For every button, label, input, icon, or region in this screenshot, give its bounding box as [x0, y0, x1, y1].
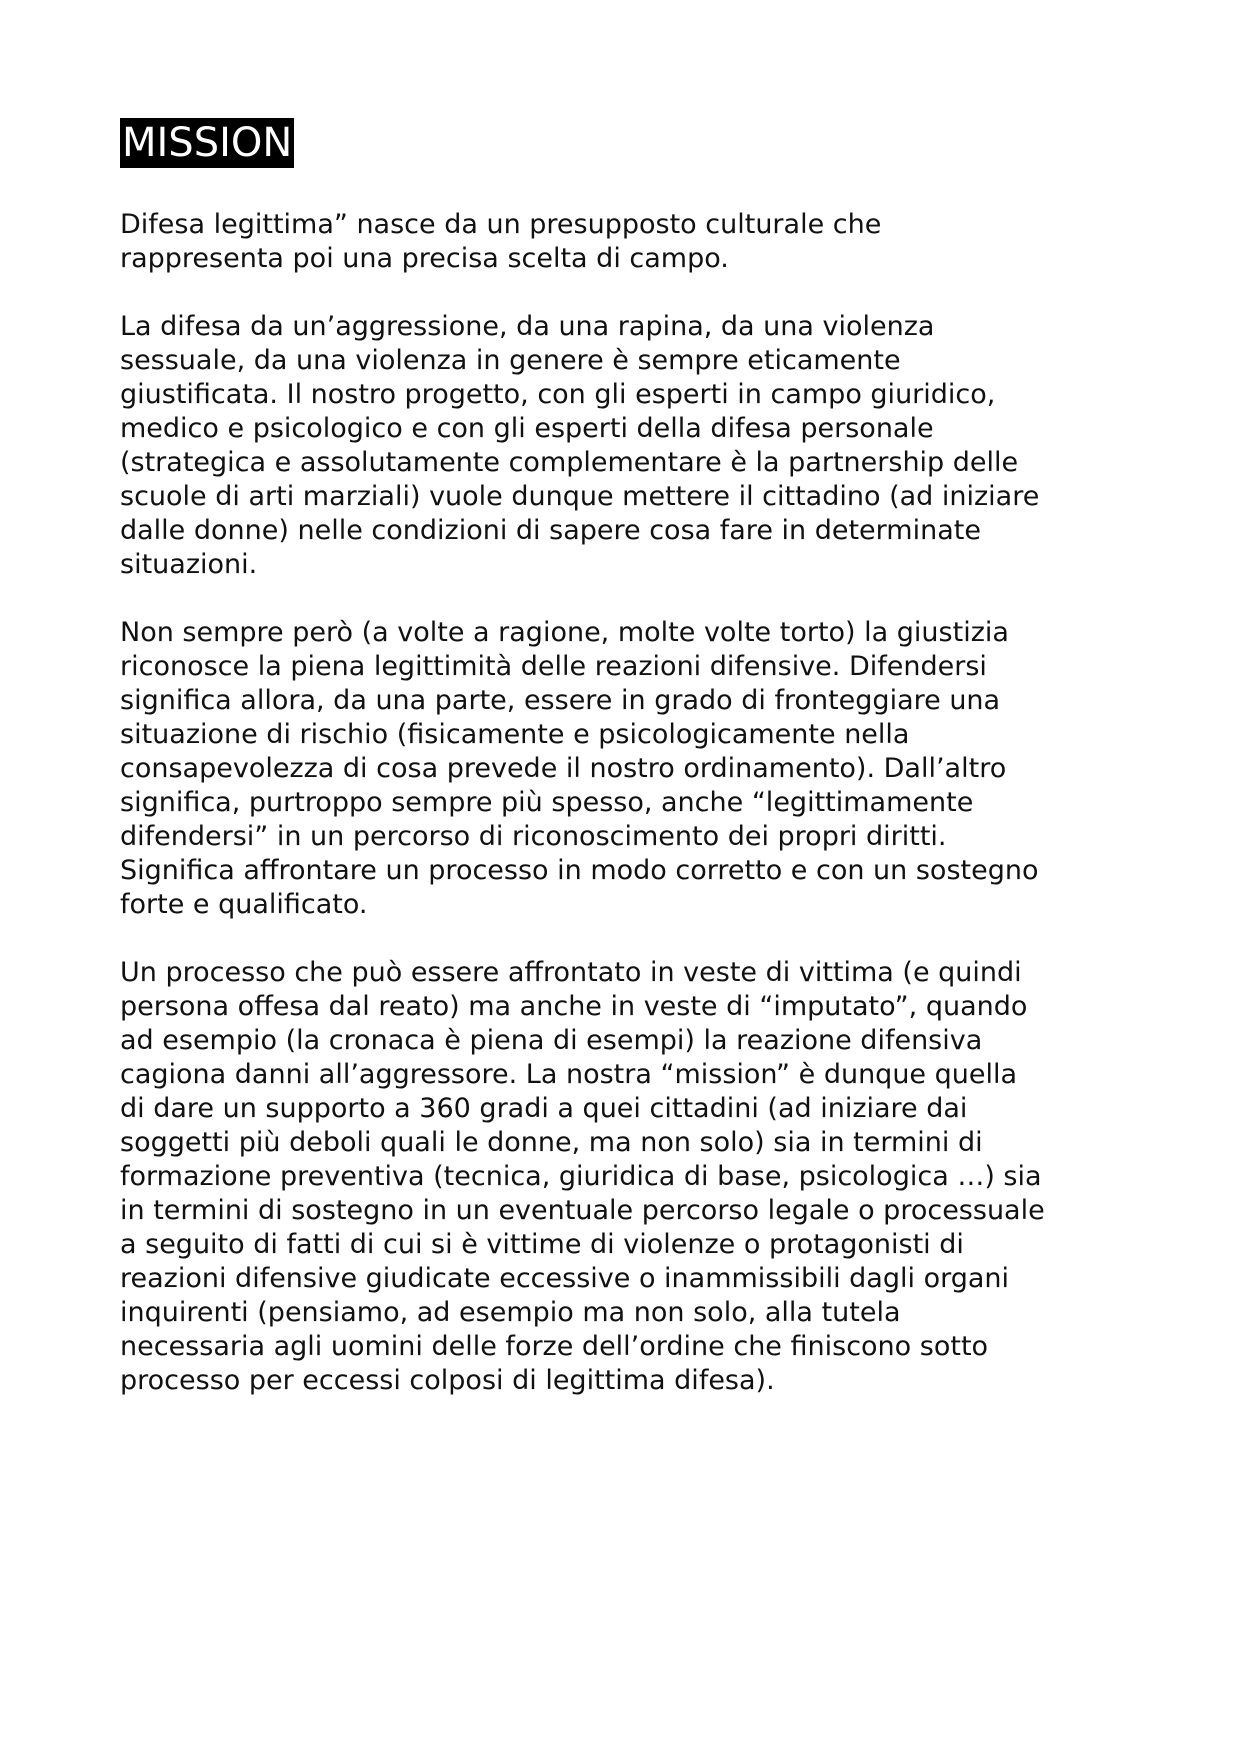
- paragraph-defense: La difesa da un’aggressione, da una rapina, da una violenza sessuale, da una violenza in genere è sempre eticamente giustificata. Il nostro progetto, con gli esperti in campo giuridico, medico e psicologico e con gli esperti della difesa personale (strategica e assolutamente complementare è la partnership delle scuole di arti marziali) vuole dunque mettere il cittadino (ad iniziare dalle donne) nelle condizioni di sapere cosa fare in determinate situazioni.: [120, 311, 1040, 580]
- paragraph-mission: Un processo che può essere affrontato in veste di vittima (e quindi persona offesa dal reato) ma anche in veste di “imputato”, quando ad esempio (la cronaca è piena di esempi) la reazione difensiva cagiona danni all’aggressore. La nostra “mission” è dunque quella di dare un supporto a 360 gradi a quei cittadini (ad iniziare dai soggetti più deboli quali le donne, ma non solo) sia in termini di formazione preventiva (tecnica, giuridica di base, psicologica …) sia in termini di sostegno in un eventuale percorso legale o processuale a seguito di fatti di cui si è vittime di violenze o protagonisti di reazioni difensive giudicate eccessive o inammissibili dagli organi inquirenti (pensiamo, ad esempio ma non solo, alla tutela necessaria agli uomini delle forze dell’ordine che finiscono sotto processo per eccessi colposi di legittima difesa).: [120, 957, 1045, 1396]
- page-title: MISSION: [122, 120, 293, 166]
- paragraph-intro: Difesa legittima” nasce da un presupposto culturale che rappresenta poi una precisa scelta di campo.: [120, 209, 882, 274]
- document-page: [120, 118, 1140, 1432]
- paragraph-justice: Non sempre però (a volte a ragione, molte volte torto) la giustizia riconosce la piena legittimità delle reazioni difensive. Difendersi significa allora, da una parte, essere in grado di fronteggiare una situazione di rischio (fisicamente e psicologicamente nella consapevolezza di cosa prevede il nostro ordinamento). Dall’altro significa, purtroppo sempre più spesso, anche “legittimamente difendersi” in un percorso di riconoscimento dei propri diritti. Significa affrontare un processo in modo corretto e con un sostegno forte e qualificato.: [120, 617, 1039, 920]
